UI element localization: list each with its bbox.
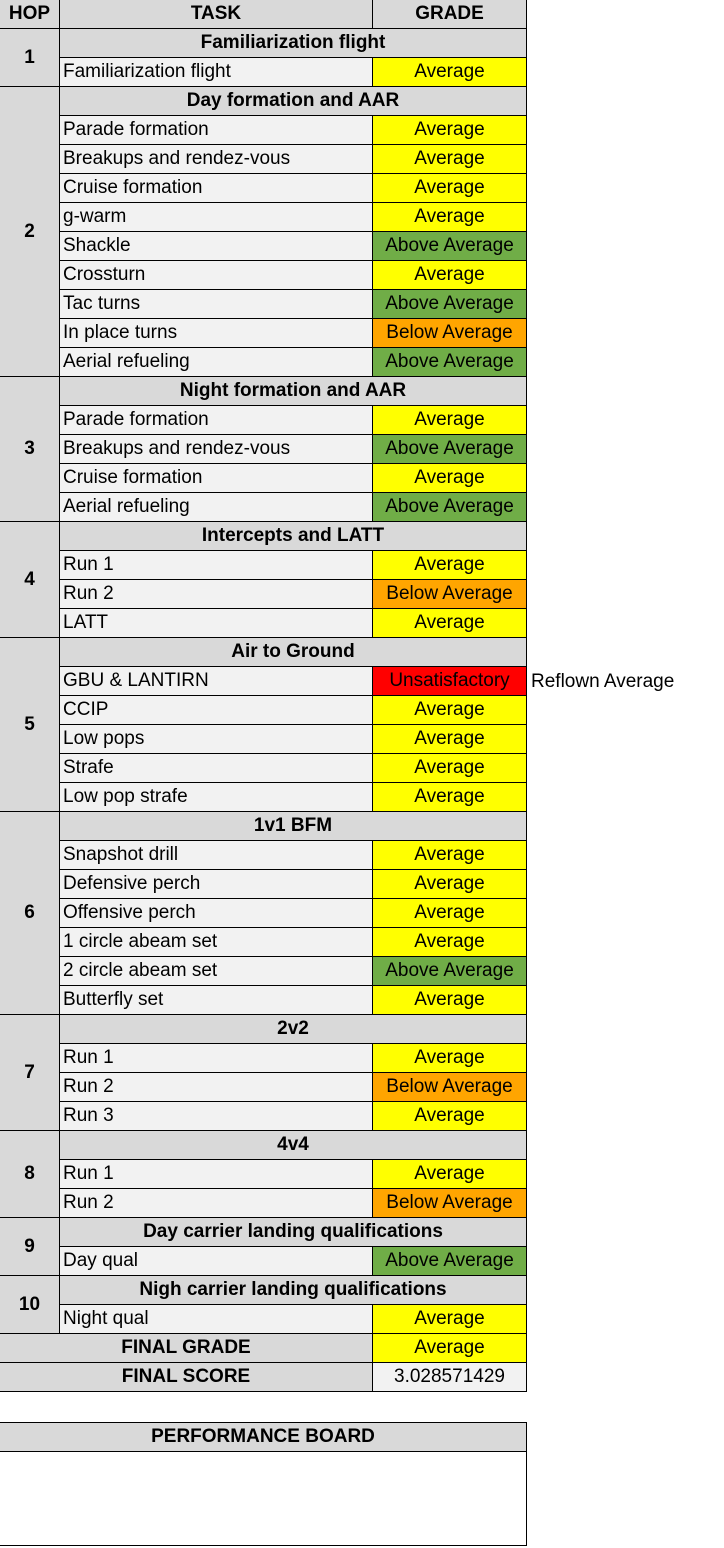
grade-cell[interactable]: Average	[373, 406, 527, 435]
grade-cell[interactable]: Average	[373, 1160, 527, 1189]
grade-cell[interactable]: Above Average	[373, 232, 527, 261]
task-name[interactable]: In place turns	[60, 319, 373, 348]
header-task[interactable]: TASK	[60, 0, 373, 29]
grade-cell[interactable]: Average	[373, 1102, 527, 1131]
task-name[interactable]: Aerial refueling	[60, 348, 373, 377]
task-name[interactable]: Cruise formation	[60, 174, 373, 203]
final-score-value[interactable]: 3.028571429	[373, 1363, 527, 1392]
grade-cell[interactable]: Below Average	[373, 580, 527, 609]
grade-cell[interactable]: Above Average	[373, 957, 527, 986]
task-name[interactable]: Strafe	[60, 754, 373, 783]
grade-cell[interactable]: Above Average	[373, 493, 527, 522]
grade-cell[interactable]: Average	[373, 145, 527, 174]
hop-number[interactable]: 6	[0, 812, 60, 1015]
grade-cell[interactable]: Below Average	[373, 319, 527, 348]
final-grade-label[interactable]: FINAL GRADE	[0, 1334, 373, 1363]
task-name[interactable]: Snapshot drill	[60, 841, 373, 870]
task-name[interactable]: Defensive perch	[60, 870, 373, 899]
grade-cell[interactable]: Average	[373, 1044, 527, 1073]
grade-cell[interactable]: Above Average	[373, 348, 527, 377]
hop-number[interactable]: 10	[0, 1276, 60, 1334]
performance-board-area[interactable]	[0, 1452, 527, 1546]
hop-number[interactable]: 9	[0, 1218, 60, 1276]
hop-number[interactable]: 2	[0, 87, 60, 377]
task-name[interactable]: Run 1	[60, 1160, 373, 1189]
grade-cell[interactable]: Average	[373, 783, 527, 812]
grade-cell[interactable]: Average	[373, 58, 527, 87]
grade-cell[interactable]: Average	[373, 464, 527, 493]
grade-cell[interactable]: Average	[373, 754, 527, 783]
hop-title[interactable]: Air to Ground	[60, 638, 527, 667]
hop-number[interactable]: 5	[0, 638, 60, 812]
hop-number[interactable]: 3	[0, 377, 60, 522]
task-name[interactable]: GBU & LANTIRN	[60, 667, 373, 696]
task-name[interactable]: CCIP	[60, 696, 373, 725]
task-name[interactable]: Parade formation	[60, 406, 373, 435]
grade-cell[interactable]: Above Average	[373, 1247, 527, 1276]
task-name[interactable]: Aerial refueling	[60, 493, 373, 522]
grade-cell[interactable]: Average	[373, 174, 527, 203]
task-name[interactable]: Parade formation	[60, 116, 373, 145]
task-name[interactable]: Crossturn	[60, 261, 373, 290]
task-name[interactable]: Breakups and rendez-vous	[60, 435, 373, 464]
grade-cell[interactable]: Average	[373, 116, 527, 145]
task-name[interactable]: Run 1	[60, 551, 373, 580]
header-grade[interactable]: GRADE	[373, 0, 527, 29]
task-name[interactable]: Day qual	[60, 1247, 373, 1276]
grade-cell[interactable]: Average	[373, 609, 527, 638]
hop-number[interactable]: 8	[0, 1131, 60, 1218]
task-name[interactable]: Night qual	[60, 1305, 373, 1334]
hop-title[interactable]: Day formation and AAR	[60, 87, 527, 116]
grade-cell[interactable]: Average	[373, 841, 527, 870]
hop-title[interactable]: 1v1 BFM	[60, 812, 527, 841]
grade-cell[interactable]: Unsatisfactory	[373, 667, 527, 696]
hop-number[interactable]: 4	[0, 522, 60, 638]
task-name[interactable]: Run 2	[60, 1189, 373, 1218]
grade-cell[interactable]: Average	[373, 928, 527, 957]
grade-cell[interactable]: Average	[373, 870, 527, 899]
grade-cell[interactable]: Average	[373, 899, 527, 928]
task-name[interactable]: Low pops	[60, 725, 373, 754]
hop-title[interactable]: Night formation and AAR	[60, 377, 527, 406]
task-name[interactable]: Cruise formation	[60, 464, 373, 493]
hop-title[interactable]: 2v2	[60, 1015, 527, 1044]
grade-cell[interactable]: Average	[373, 551, 527, 580]
grade-cell[interactable]: Average	[373, 203, 527, 232]
task-name[interactable]: g-warm	[60, 203, 373, 232]
header-hop[interactable]: HOP	[0, 0, 60, 29]
task-name[interactable]: Breakups and rendez-vous	[60, 145, 373, 174]
task-name[interactable]: Run 2	[60, 580, 373, 609]
final-score-label[interactable]: FINAL SCORE	[0, 1363, 373, 1392]
grade-cell[interactable]: Below Average	[373, 1073, 527, 1102]
performance-board-title: PERFORMANCE BOARD	[0, 1422, 527, 1452]
hop-title[interactable]: Intercepts and LATT	[60, 522, 527, 551]
grade-note[interactable]: Reflown Average	[531, 670, 675, 692]
hop-number[interactable]: 1	[0, 29, 60, 87]
task-name[interactable]: Shackle	[60, 232, 373, 261]
task-name[interactable]: Familiarization flight	[60, 58, 373, 87]
task-name[interactable]: 1 circle abeam set	[60, 928, 373, 957]
hop-title[interactable]: Day carrier landing qualifications	[60, 1218, 527, 1247]
grade-cell[interactable]: Average	[373, 696, 527, 725]
task-name[interactable]: Low pop strafe	[60, 783, 373, 812]
task-name[interactable]: Run 3	[60, 1102, 373, 1131]
task-name[interactable]: Butterfly set	[60, 986, 373, 1015]
final-grade-value[interactable]: Average	[373, 1334, 527, 1363]
grade-cell[interactable]: Above Average	[373, 290, 527, 319]
hop-title[interactable]: Nigh carrier landing qualifications	[60, 1276, 527, 1305]
task-name[interactable]: Run 2	[60, 1073, 373, 1102]
grade-cell[interactable]: Average	[373, 725, 527, 754]
grade-cell[interactable]: Average	[373, 986, 527, 1015]
task-name[interactable]: Run 1	[60, 1044, 373, 1073]
task-name[interactable]: LATT	[60, 609, 373, 638]
grade-cell[interactable]: Average	[373, 1305, 527, 1334]
task-name[interactable]: Tac turns	[60, 290, 373, 319]
hop-title[interactable]: Familiarization flight	[60, 29, 527, 58]
grade-cell[interactable]: Average	[373, 261, 527, 290]
task-name[interactable]: 2 circle abeam set	[60, 957, 373, 986]
task-name[interactable]: Offensive perch	[60, 899, 373, 928]
grade-cell[interactable]: Above Average	[373, 435, 527, 464]
hop-title[interactable]: 4v4	[60, 1131, 527, 1160]
hop-number[interactable]: 7	[0, 1015, 60, 1131]
grade-cell[interactable]: Below Average	[373, 1189, 527, 1218]
